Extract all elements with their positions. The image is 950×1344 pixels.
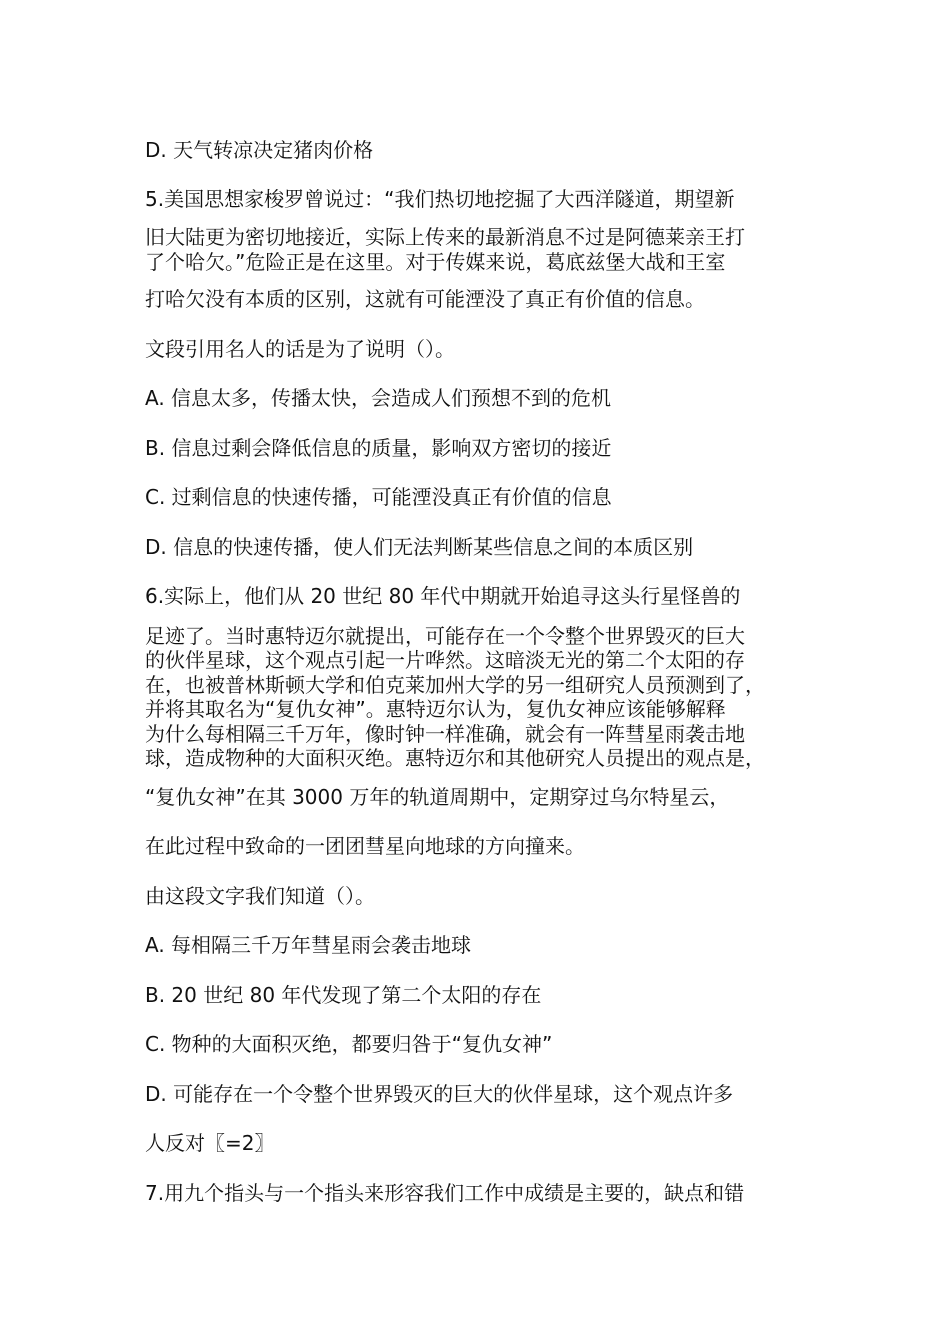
text-line: 人反对〖=2〗 [145, 1131, 275, 1155]
text-line: 5.美国思想家梭罗曾说过：“我们热切地挖掘了大西洋隧道，期望新 [145, 187, 735, 211]
text-line: 旧大陆更为密切地接近，实际上传来的最新消息不过是阿德莱亲王打 [145, 225, 745, 249]
text-line: D. 信息的快速传播，使人们无法判断某些信息之间的本质区别 [145, 535, 694, 559]
text-line: B. 20 世纪 80 年代发现了第二个太阳的存在 [145, 983, 542, 1007]
text-line: 由这段文字我们知道（）。 [145, 884, 375, 908]
text-line: 在此过程中致命的一团团彗星向地球的方向撞来。 [145, 834, 585, 858]
text-line: 并将其取名为“复仇女神”。惠特迈尔认为，复仇女神应该能够解释 [145, 697, 726, 721]
text-line: 为什么每相隔三千万年，像时钟一样准确，就会有一阵彗星雨袭击地 [145, 722, 745, 746]
document-page [145, 0, 825, 1344]
text-line: 在，也被普林斯顿大学和伯克莱加州大学的另一组研究人员预测到了， [145, 673, 765, 697]
text-line: “复仇女神”在其 3000 万年的轨道周期中，定期穿过乌尔特星云， [145, 785, 730, 809]
text-line: D. 可能存在一个令整个世界毁灭的巨大的伙伴星球，这个观点许多 [145, 1082, 734, 1106]
text-line: C. 过剩信息的快速传播，可能湮没真正有价值的信息 [145, 485, 612, 509]
text-line: 球，造成物种的大面积灭绝。惠特迈尔和其他研究人员提出的观点是， [145, 746, 765, 770]
text-line: A. 信息太多，传播太快，会造成人们预想不到的危机 [145, 386, 612, 410]
text-line: B. 信息过剩会降低信息的质量，影响双方密切的接近 [145, 436, 612, 460]
text-line: D. 天气转凉决定猪肉价格 [145, 138, 374, 162]
text-line: 6.实际上，他们从 20 世纪 80 年代中期就开始追寻这头行星怪兽的 [145, 584, 741, 608]
text-line: 打哈欠没有本质的区别，这就有可能湮没了真正有价值的信息。 [145, 287, 705, 311]
text-line: 文段引用名人的话是为了说明（）。 [145, 337, 455, 361]
text-line: 了个哈欠。”危险正是在这里。对于传媒来说，葛底兹堡大战和王室 [145, 250, 726, 274]
text-line: A. 每相隔三千万年彗星雨会袭击地球 [145, 933, 472, 957]
text-line: C. 物种的大面积灭绝，都要归咎于“复仇女神” [145, 1032, 553, 1056]
text-line: 足迹了。当时惠特迈尔就提出，可能存在一个令整个世界毁灭的巨大 [145, 624, 745, 648]
text-line: 7.用九个指头与一个指头来形容我们工作中成绩是主要的，缺点和错 [145, 1181, 745, 1205]
text-line: 的伙伴星球，这个观点引起一片哗然。这暗淡无光的第二个太阳的存 [145, 648, 745, 672]
